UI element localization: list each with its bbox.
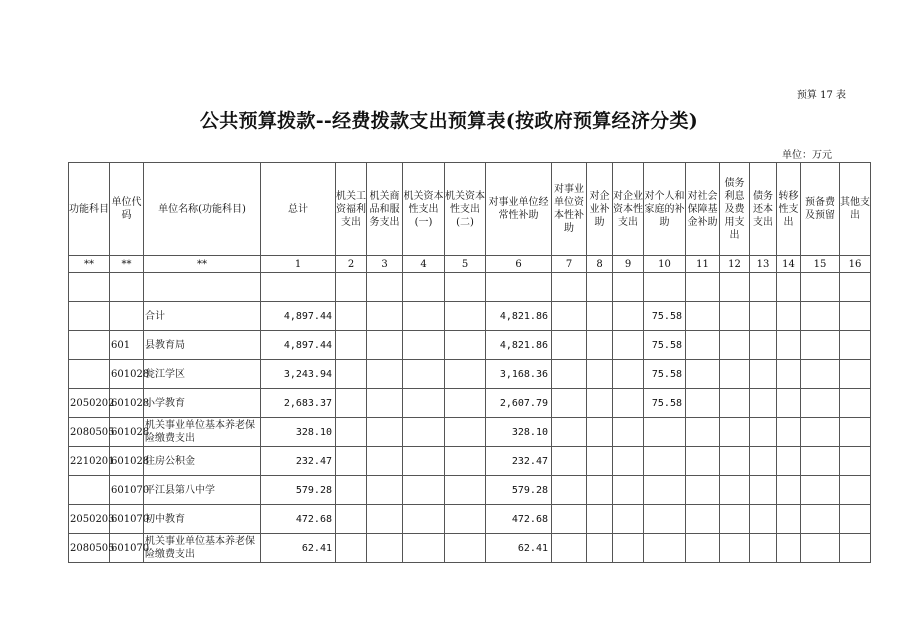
public-institution-subsidy-cell: 3,168.36 [486,360,552,389]
header-cell: 单位代码 [110,163,144,256]
empty-cell [720,360,750,389]
unit-name-cell: 合计 [144,302,261,331]
empty-cell [403,534,445,563]
public-institution-subsidy-cell: 232.47 [486,447,552,476]
empty-cell [840,534,871,563]
index-cell: 6 [486,256,552,273]
empty-cell [587,447,613,476]
empty-cell [552,418,587,447]
unit-name-cell: 初中教育 [144,505,261,534]
empty-cell [445,534,486,563]
header-cell: 对事业单位经常性补助 [486,163,552,256]
empty-cell [840,389,871,418]
empty-cell [336,331,367,360]
empty-cell [720,389,750,418]
empty-cell [613,302,644,331]
empty-cell [367,302,403,331]
unit-code-cell [110,302,144,331]
empty-cell [336,360,367,389]
function-code-cell [69,331,110,360]
empty-cell [777,418,801,447]
index-cell: 16 [840,256,871,273]
index-cell: 11 [686,256,720,273]
index-cell: 12 [720,256,750,273]
table-row [69,418,871,447]
empty-cell [144,273,261,302]
public-institution-subsidy-cell: 328.10 [486,418,552,447]
empty-cell [486,273,552,302]
header-cell: 机关工资福利支出 [336,163,367,256]
empty-cell [587,505,613,534]
personal-family-subsidy-cell: 75.58 [644,389,686,418]
empty-cell [403,418,445,447]
empty-cell [686,360,720,389]
empty-cell [445,331,486,360]
empty-cell [801,273,840,302]
empty-cell [750,360,777,389]
index-cell: 5 [445,256,486,273]
empty-cell [750,476,777,505]
index-cell: 15 [801,256,840,273]
empty-cell [750,331,777,360]
unit-name-cell: 机关事业单位基本养老保险缴费支出 [144,418,261,447]
unit-label: 单位：万元 [782,150,832,161]
empty-cell [750,389,777,418]
personal-family-subsidy-cell [644,418,686,447]
form-number: 预算 17 表 [796,90,846,101]
empty-cell [840,331,871,360]
total-cell: 4,897.44 [261,302,336,331]
personal-family-subsidy-cell: 75.58 [644,360,686,389]
empty-cell [445,302,486,331]
header-cell: 功能科目 [69,163,110,256]
empty-cell [801,447,840,476]
empty-cell [367,534,403,563]
empty-cell [801,389,840,418]
function-code-cell [69,302,110,331]
header-cell: 预备费及预留 [801,163,840,256]
index-cell: ** [69,256,110,273]
table-row [69,534,871,563]
empty-cell [720,505,750,534]
unit-code-cell: 601028 [110,418,144,447]
empty-cell [445,418,486,447]
personal-family-subsidy-cell [644,505,686,534]
empty-cell [403,331,445,360]
empty-cell [445,505,486,534]
empty-cell [686,389,720,418]
empty-cell [336,447,367,476]
unit-code-cell: 601028 [110,389,144,418]
index-cell: 4 [403,256,445,273]
public-institution-subsidy-cell: 4,821.86 [486,302,552,331]
empty-cell [777,273,801,302]
empty-cell [261,273,336,302]
unit-name-cell: 住房公积金 [144,447,261,476]
empty-cell [613,447,644,476]
function-code-cell [69,476,110,505]
index-cell: 9 [613,256,644,273]
empty-cell [801,505,840,534]
header-cell: 机关资本性支出(二) [445,163,486,256]
empty-cell [840,302,871,331]
total-cell: 2,683.37 [261,389,336,418]
empty-cell [403,273,445,302]
empty-cell [840,273,871,302]
unit-name-cell: 瓮江学区 [144,360,261,389]
table-row [69,331,871,360]
empty-cell [336,389,367,418]
empty-cell [445,476,486,505]
empty-cell [403,302,445,331]
index-cell: ** [144,256,261,273]
header-cell: 单位名称(功能科目) [144,163,261,256]
empty-cell [552,505,587,534]
empty-cell [840,360,871,389]
unit-code-cell: 601070 [110,476,144,505]
index-cell: 8 [587,256,613,273]
empty-cell [801,360,840,389]
empty-cell [777,534,801,563]
table-row [69,302,871,331]
empty-cell [403,447,445,476]
empty-cell [587,418,613,447]
empty-cell [336,476,367,505]
empty-cell [720,331,750,360]
empty-cell [801,302,840,331]
empty-cell [720,273,750,302]
personal-family-subsidy-cell: 75.58 [644,331,686,360]
empty-cell [552,447,587,476]
personal-family-subsidy-cell: 75.58 [644,302,686,331]
empty-cell [840,476,871,505]
empty-cell [336,534,367,563]
total-cell: 62.41 [261,534,336,563]
empty-cell [777,389,801,418]
header-row [69,163,871,256]
index-cell: 14 [777,256,801,273]
public-institution-subsidy-cell: 472.68 [486,505,552,534]
empty-cell [750,273,777,302]
empty-cell [777,505,801,534]
empty-cell [777,360,801,389]
public-institution-subsidy-cell: 579.28 [486,476,552,505]
empty-cell [552,534,587,563]
empty-cell [613,360,644,389]
public-institution-subsidy-cell: 62.41 [486,534,552,563]
empty-cell [367,331,403,360]
personal-family-subsidy-cell [644,476,686,505]
unit-code-cell: 601070 [110,505,144,534]
empty-cell [336,505,367,534]
unit-code-cell: 601 [110,331,144,360]
empty-cell [840,505,871,534]
unit-name-cell: 机关事业单位基本养老保险缴费支出 [144,534,261,563]
index-cell: 7 [552,256,587,273]
empty-cell [613,331,644,360]
unit-code-cell: 601028 [110,447,144,476]
empty-cell [801,418,840,447]
budget-table [68,162,871,563]
total-cell: 4,897.44 [261,331,336,360]
empty-cell [613,534,644,563]
empty-cell [552,360,587,389]
header-cell: 机关商品和服务支出 [367,163,403,256]
empty-cell [367,360,403,389]
empty-cell [552,331,587,360]
total-cell: 472.68 [261,505,336,534]
empty-cell [686,534,720,563]
empty-cell [613,389,644,418]
function-code-cell: 2080505 [69,534,110,563]
empty-cell [552,476,587,505]
function-code-cell [69,360,110,389]
total-cell: 3,243.94 [261,360,336,389]
empty-cell [403,389,445,418]
empty-cell [367,447,403,476]
empty-cell [552,389,587,418]
unit-name-cell: 平江县第八中学 [144,476,261,505]
empty-cell [587,360,613,389]
empty-cell [552,302,587,331]
public-institution-subsidy-cell: 4,821.86 [486,331,552,360]
empty-cell [110,273,144,302]
empty-cell [587,476,613,505]
empty-cell [644,273,686,302]
function-code-cell: 2050203 [69,505,110,534]
empty-cell [403,360,445,389]
empty-cell [686,505,720,534]
empty-cell [720,418,750,447]
empty-cell [403,505,445,534]
empty-cell [587,534,613,563]
empty-cell [750,418,777,447]
empty-cell [801,331,840,360]
header-cell: 债务利息及费用支出 [720,163,750,256]
total-cell: 328.10 [261,418,336,447]
personal-family-subsidy-cell [644,447,686,476]
empty-cell [686,476,720,505]
empty-cell [750,447,777,476]
empty-cell [777,331,801,360]
empty-cell [367,389,403,418]
header-cell: 对企业资本性支出 [613,163,644,256]
table-row [69,447,871,476]
unit-code-cell: 601070 [110,534,144,563]
header-cell: 债务还本支出 [750,163,777,256]
empty-cell [777,302,801,331]
function-code-cell: 2210201 [69,447,110,476]
empty-cell [367,273,403,302]
unit-name-cell: 县教育局 [144,331,261,360]
personal-family-subsidy-cell [644,534,686,563]
empty-cell [686,418,720,447]
index-cell: 3 [367,256,403,273]
empty-cell [336,273,367,302]
header-cell: 其他支出 [840,163,871,256]
empty-cell [367,505,403,534]
header-cell: 对社会保障基金补助 [686,163,720,256]
empty-cell [613,273,644,302]
empty-cell [750,505,777,534]
unit-name-cell: 小学教育 [144,389,261,418]
empty-cell [840,447,871,476]
unit-code-cell: 601028 [110,360,144,389]
page-title: 公共预算拨款--经费拨款支出预算表(按政府预算经济分类) [199,110,699,132]
header-cell: 对事业单位资本性补助 [552,163,587,256]
empty-cell [613,418,644,447]
empty-cell [445,273,486,302]
empty-cell [801,534,840,563]
blank-row [69,273,871,302]
empty-cell [587,302,613,331]
empty-cell [445,447,486,476]
table-row [69,389,871,418]
empty-cell [686,447,720,476]
empty-cell [613,505,644,534]
index-cell: ** [110,256,144,273]
header-cell: 总计 [261,163,336,256]
empty-cell [720,534,750,563]
index-cell: 1 [261,256,336,273]
function-code-cell: 2080505 [69,418,110,447]
index-cell: 2 [336,256,367,273]
empty-cell [587,389,613,418]
total-cell: 579.28 [261,476,336,505]
empty-cell [445,389,486,418]
empty-cell [777,447,801,476]
empty-cell [686,302,720,331]
empty-cell [720,447,750,476]
header-cell: 转移性支出 [777,163,801,256]
empty-cell [720,476,750,505]
empty-cell [750,302,777,331]
empty-cell [367,476,403,505]
empty-cell [801,476,840,505]
function-code-cell: 2050202 [69,389,110,418]
empty-cell [403,476,445,505]
empty-cell [367,418,403,447]
table-row [69,476,871,505]
empty-cell [686,273,720,302]
empty-cell [686,331,720,360]
empty-cell [750,534,777,563]
index-cell: 10 [644,256,686,273]
index-row [69,256,871,273]
empty-cell [336,302,367,331]
empty-cell [613,476,644,505]
header-cell: 对企业补助 [587,163,613,256]
empty-cell [777,476,801,505]
header-cell: 对个人和家庭的补助 [644,163,686,256]
empty-cell [840,418,871,447]
empty-cell [587,273,613,302]
total-cell: 232.47 [261,447,336,476]
header-cell: 机关资本性支出(一) [403,163,445,256]
table-row [69,360,871,389]
empty-cell [552,273,587,302]
empty-cell [336,418,367,447]
empty-cell [587,331,613,360]
empty-cell [720,302,750,331]
empty-cell [445,360,486,389]
public-institution-subsidy-cell: 2,607.79 [486,389,552,418]
empty-cell [69,273,110,302]
index-cell: 13 [750,256,777,273]
table-row [69,505,871,534]
